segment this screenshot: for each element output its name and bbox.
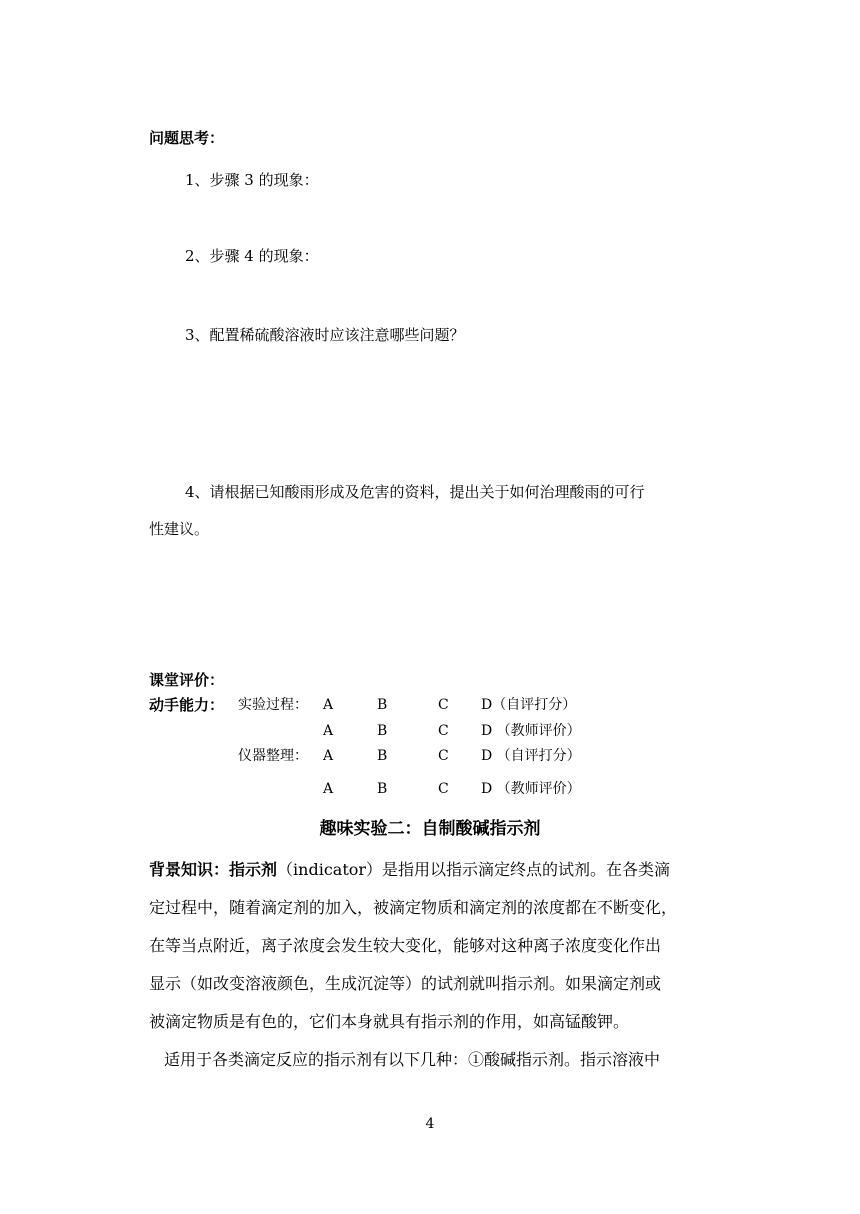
grade-d: D （教师评价） [481,723,581,739]
question-2: 2、步骤 4 的现象： [185,247,319,265]
grade-b: B [377,781,388,797]
grade-a: A [323,697,334,713]
grade-a: A [323,748,334,764]
grade-b: B [377,723,388,739]
grade-c: C [438,781,449,797]
hands-on-ability-label: 动手能力： [149,696,225,714]
question-4-line-2: 性建议。 [149,520,210,538]
paragraph-line-1 [149,860,670,880]
grade-c: C [438,697,449,713]
paragraph-line-3: 在等当点附近，离子浓度会发生较大变化，能够对这种离子浓度变化作出 [149,936,662,955]
line-1-text: （indicator）是指用以指示滴定终点的试剂。在各类滴 [277,860,671,879]
grade-d: D （自评打分） [481,748,581,764]
evaluation-heading: 课堂评价： [149,671,225,689]
grade-c: C [438,748,449,764]
page-number: 4 [425,1116,435,1132]
paragraph-line-6: 适用于各类滴定反应的指示剂有以下几种：①酸碱指示剂。指示溶液中 [164,1050,661,1069]
indicator-term: 指示剂 [229,860,278,879]
background-label: 背景知识： [149,860,230,879]
grade-a: A [323,781,334,797]
grade-c: C [438,723,449,739]
question-3: 3、配置稀硫酸溶液时应该注意哪些问题？ [185,326,465,344]
grade-d: D（自评打分） [481,697,577,713]
experiment-title: 趣味实验二：自制酸碱指示剂 [319,819,541,839]
grade-b: B [377,748,388,764]
grade-a: A [323,723,334,739]
grade-b: B [377,697,388,713]
question-4-line-1: 4、请根据已知酸雨形成及危害的资料，提出关于如何治理酸雨的可行 [185,483,645,501]
paragraph-line-4: 显示（如改变溶液颜色，生成沉淀等）的试剂就叫指示剂。如果滴定剂或 [149,974,662,993]
question-1: 1、步骤 3 的现象： [185,171,319,189]
questions-heading: 问题思考： [149,129,225,147]
eval-category: 仪器整理： [238,748,308,764]
eval-category: 实验过程： [238,697,308,713]
paragraph-line-5: 被滴定物质是有色的，它们本身就具有指示剂的作用，如高锰酸钾。 [149,1012,630,1031]
paragraph-line-2: 定过程中，随着滴定剂的加入，被滴定物质和滴定剂的浓度都在不断变化， [149,898,678,917]
grade-d: D （教师评价） [481,781,581,797]
